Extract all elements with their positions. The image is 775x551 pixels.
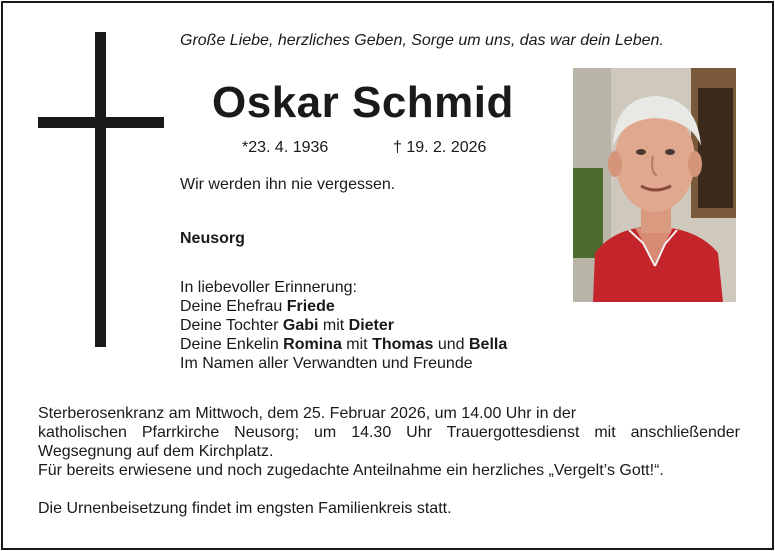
birth-date: *23. 4. 1936	[242, 139, 329, 156]
death-date: † 19. 2. 2026	[393, 139, 487, 156]
family-list	[180, 278, 507, 373]
family-grandchild-line: Deine Enkelin Romina mit Thomas und Bella	[180, 336, 508, 353]
motto: Große Liebe, herzliches Geben, Sorge um uns, das war dein Leben.	[180, 32, 664, 49]
place-name: Neusorg	[180, 230, 245, 247]
service-line-1: Sterberosenkranz am Mittwoch, dem 25. Februar 2026, um 14.00 Uhr in der	[38, 405, 577, 422]
cross-icon	[38, 32, 164, 347]
portrait-photo	[573, 68, 736, 302]
partner-name: Thomas	[372, 336, 434, 353]
thanks-line: Für bereits erwiesene und noch zugedachte Anteilnahme ein herzliches „Vergelt’s Gott!“.	[38, 462, 664, 479]
family-wife-line: Deine Ehefrau Friede	[180, 298, 335, 315]
deceased-name: Oskar Schmid	[212, 78, 514, 127]
son-in-law-name: Dieter	[348, 317, 395, 334]
granddaughter-name: Romina	[283, 336, 342, 353]
child-name: Bella	[469, 336, 508, 353]
service-line-2: katholischen Pfarrkirche Neusorg; um 14.30 Uhr Trauergottesdienst mit anschließender	[38, 424, 740, 441]
remembrance-line: Wir werden ihn nie vergessen.	[180, 176, 396, 193]
family-closing: Im Namen aller Verwandten und Freunde	[180, 355, 473, 372]
service-line-3: Wegsegnung auf dem Kirchplatz.	[38, 443, 274, 460]
daughter-name: Gabi	[282, 317, 319, 334]
service-details	[38, 404, 740, 518]
burial-line: Die Urnenbeisetzung findet im engsten Familienkreis statt.	[38, 500, 452, 517]
family-intro: In liebevoller Erinnerung:	[180, 279, 357, 296]
wife-name: Friede	[286, 298, 335, 315]
family-daughter-line: Deine Tochter Gabi mit Dieter	[180, 317, 395, 334]
